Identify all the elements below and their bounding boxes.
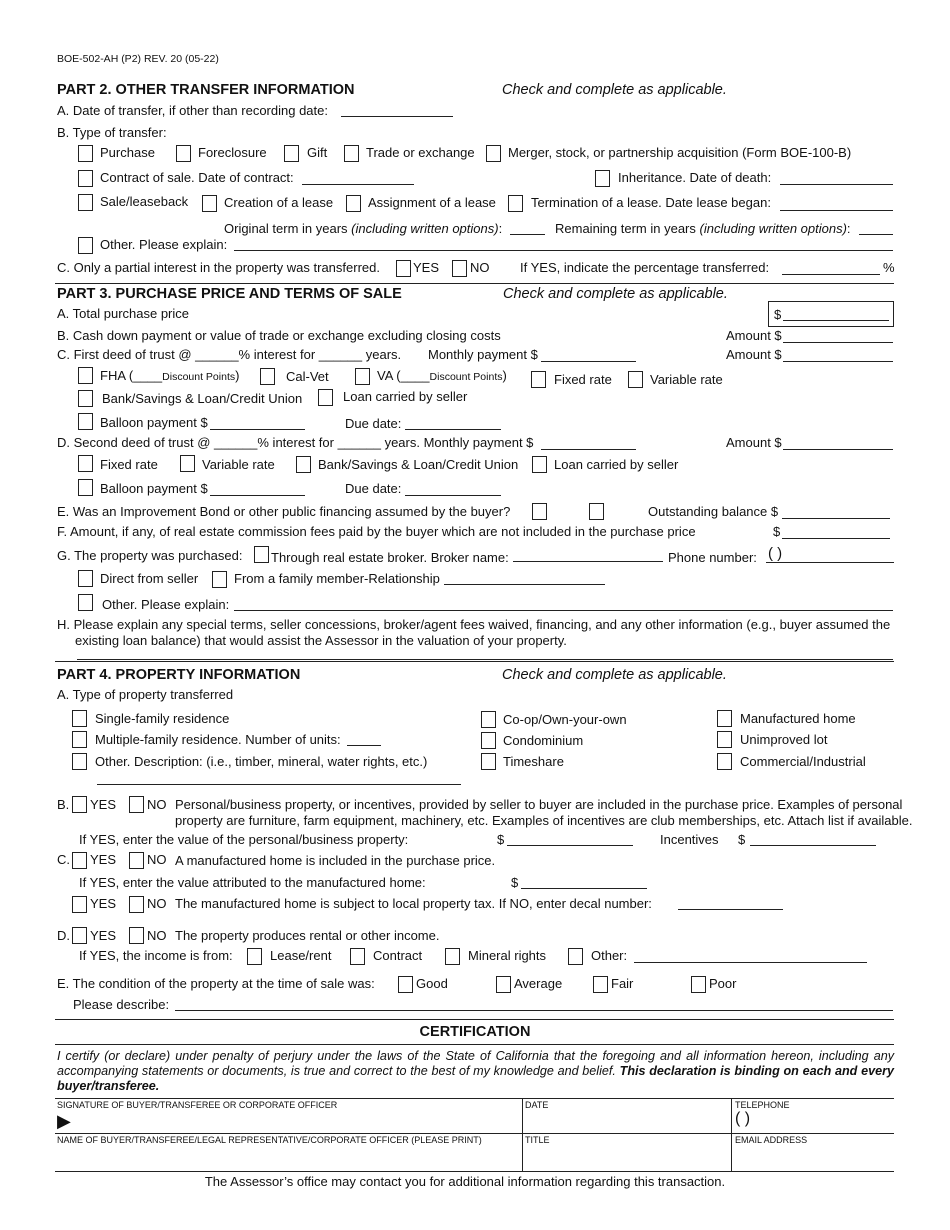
second-monthly-field[interactable] (541, 449, 636, 450)
single-family-label: Single-family residence (95, 711, 230, 726)
phone-field[interactable] (766, 562, 894, 563)
column-divider (522, 1098, 523, 1171)
certification-title: CERTIFICATION (419, 1024, 531, 1040)
partial-pct-label: If YES, indicate the percentage transferred: (520, 260, 770, 275)
telephone-field[interactable]: ( ) (735, 1110, 751, 1127)
first-balloon-field[interactable] (210, 429, 305, 430)
second-amount-field[interactable] (783, 449, 893, 450)
pct-sign: % (883, 260, 895, 275)
divider (55, 1019, 894, 1020)
name-label: NAME OF BUYER/TRANSFEREE/LEGAL REPRESENTATIVE/CORPORATE OFFICER (PLEASE PRINT) (57, 1135, 482, 1145)
personal-no-checkbox[interactable] (129, 796, 144, 813)
mineral-checkbox[interactable] (445, 948, 460, 965)
title-field[interactable] (525, 1148, 725, 1168)
average-label: Average (514, 976, 563, 991)
lease-began-field[interactable] (780, 210, 893, 211)
inheritance-label: Inheritance. Date of death: (618, 170, 772, 185)
contract-label: Contract of sale. Date of contract: (100, 170, 294, 185)
purchase-checkbox[interactable] (78, 145, 93, 162)
broker-checkbox[interactable] (254, 546, 269, 563)
divider (55, 283, 894, 284)
first-seller-label: Loan carried by seller (343, 389, 468, 404)
bond-no-checkbox[interactable] (589, 503, 604, 520)
coop-checkbox[interactable] (481, 711, 496, 728)
coop-label: Co-op/Own-your-own (503, 712, 627, 727)
part4-a-label: A. Type of property transferred (57, 687, 234, 702)
other-purchase-field[interactable] (234, 610, 893, 611)
second-variable-checkbox[interactable] (180, 455, 195, 472)
mh-included-text: A manufactured home is included in the purchase price. (175, 853, 496, 868)
first-seller-checkbox[interactable] (318, 389, 333, 406)
footer-note: The Assessor’s office may contact you for additional information regarding this transaction. (204, 1174, 726, 1189)
commission-field[interactable] (782, 538, 890, 539)
second-fixed-checkbox[interactable] (78, 455, 93, 472)
describe-label: Please describe: (73, 997, 170, 1012)
income-no-checkbox[interactable] (129, 927, 144, 944)
partial-pct-field[interactable] (782, 274, 880, 275)
name-field[interactable] (57, 1148, 517, 1168)
income-no-label: NO (147, 928, 167, 943)
foreclosure-checkbox[interactable] (176, 145, 191, 162)
part3-h-line1: H. Please explain any special terms, seller concessions, broker/agent fees waived, financing, and any other information (e.g., buyer assumed the (57, 617, 891, 632)
trade-label: Trade or exchange (366, 145, 475, 160)
part3-e-label: E. Was an Improvement Bond or other public financing assumed by the buyer? (57, 504, 511, 519)
single-family-checkbox[interactable] (72, 710, 87, 727)
total-price-field[interactable] (783, 320, 889, 321)
part2-b-label: B. Type of transfer: (57, 125, 167, 140)
part2-a-label: A. Date of transfer, if other than recording date: (57, 103, 328, 118)
second-balloon-field[interactable] (210, 495, 305, 496)
part2-title: PART 2. OTHER TRANSFER INFORMATION (57, 82, 355, 98)
total-price-dollar: $ (774, 307, 782, 322)
good-checkbox[interactable] (398, 976, 413, 993)
creation-lease-checkbox[interactable] (202, 195, 217, 212)
direct-seller-checkbox[interactable] (78, 570, 93, 587)
poor-checkbox[interactable] (691, 976, 706, 993)
direct-seller-label: Direct from seller (100, 571, 199, 586)
original-term-field[interactable] (510, 234, 545, 235)
mh-tax-yes-checkbox[interactable] (72, 896, 87, 913)
part3-c-label: C. First deed of trust @ ______% interest for ______ years. (57, 347, 402, 362)
part3-a-label: A. Total purchase price (57, 306, 189, 321)
income-yes-label: YES (90, 928, 117, 943)
gift-label: Gift (307, 145, 328, 160)
multi-family-checkbox[interactable] (72, 731, 87, 748)
decal-field[interactable] (678, 909, 783, 910)
other-purchase-checkbox[interactable] (78, 594, 93, 611)
first-fixed-checkbox[interactable] (531, 371, 546, 388)
other-property-label: Other. Description: (i.e., timber, mineral, water rights, etc.) (95, 754, 428, 769)
income-text: The property produces rental or other income. (175, 928, 440, 943)
va-label: VA (____Discount Points) (377, 368, 507, 383)
va-checkbox[interactable] (355, 368, 370, 385)
second-balloon-label: Balloon payment $ (100, 481, 208, 496)
partial-yes-checkbox[interactable] (396, 260, 411, 277)
other-transfer-field[interactable] (234, 250, 893, 251)
personal-text1: Personal/business property, or incentives, provided by seller to buyer are included in the purchase price. Examples of personal (175, 797, 903, 812)
part3-b-label: B. Cash down payment or value of trade or exchange excluding closing costs (57, 328, 501, 343)
date-label: DATE (525, 1100, 549, 1110)
timeshare-label: Timeshare (503, 754, 564, 769)
other-income-checkbox[interactable] (568, 948, 583, 965)
first-balloon-checkbox[interactable] (78, 413, 93, 430)
total-price-box[interactable] (768, 301, 894, 327)
part3-g-label: G. The property was purchased: (57, 548, 243, 563)
cash-amount-field[interactable] (783, 342, 893, 343)
second-fixed-label: Fixed rate (100, 457, 158, 472)
first-bank-label: Bank/Savings & Loan/Credit Union (102, 391, 303, 406)
remaining-term-field[interactable] (859, 234, 893, 235)
first-amount-field[interactable] (783, 361, 893, 362)
manufactured-checkbox[interactable] (717, 710, 732, 727)
trade-checkbox[interactable] (344, 145, 359, 162)
part2-instruction: Check and complete as applicable. (502, 82, 727, 98)
signature-arrow-icon: ▶ (57, 1111, 71, 1131)
partial-yes-label: YES (413, 260, 440, 275)
contract-date-field[interactable] (302, 184, 414, 185)
foreclosure-label: Foreclosure (198, 145, 267, 160)
personal-value-label: If YES, enter the value of the personal/business property: (79, 832, 409, 847)
family-label: From a family member-Relationship (234, 571, 440, 586)
first-monthly-field[interactable] (541, 361, 636, 362)
merger-checkbox[interactable] (486, 145, 501, 162)
mh-included-yes-checkbox[interactable] (72, 852, 87, 869)
mh-tax-no-checkbox[interactable] (129, 896, 144, 913)
part4-title: PART 4. PROPERTY INFORMATION (57, 667, 301, 683)
second-bank-label: Bank/Savings & Loan/Credit Union (318, 457, 519, 472)
condo-checkbox[interactable] (481, 732, 496, 749)
fha-label: FHA (____Discount Points) (100, 368, 240, 383)
fha-checkbox[interactable] (78, 367, 93, 384)
good-label: Good (416, 976, 448, 991)
relationship-field[interactable] (444, 584, 605, 585)
second-bank-checkbox[interactable] (296, 456, 311, 473)
mh-included-no-label: NO (147, 852, 167, 867)
other-income-field[interactable] (634, 962, 867, 963)
signature-field[interactable] (80, 1112, 518, 1130)
part3-d-label: D. Second deed of trust @ ______% interest for ______ years. Monthly payment $ (57, 435, 534, 450)
transfer-date-field[interactable] (341, 116, 453, 117)
describe-field[interactable] (175, 1010, 893, 1011)
part4-b-letter: B. (57, 797, 70, 812)
calvet-label: Cal-Vet (286, 369, 329, 384)
outstanding-field[interactable] (782, 518, 890, 519)
part3-instruction: Check and complete as applicable. (503, 286, 728, 302)
part4-d-letter: D. (57, 928, 70, 943)
mh-value-label: If YES, enter the value attributed to the manufactured home: (79, 875, 426, 890)
form-id: BOE-502-AH (P2) REV. 20 (05-22) (57, 53, 219, 65)
date-field[interactable] (525, 1112, 725, 1130)
divider (55, 1171, 894, 1172)
personal-dollar: $ (497, 832, 505, 847)
email-field[interactable] (735, 1148, 893, 1168)
contract-checkbox[interactable] (78, 170, 93, 187)
certification-text: I certify (or declare) under penalty of perjury under the laws of the State of California that the foregoing and all information hereon, including any accompanying statements or documents, is true and correct to the best of my knowledge and belief. This declaration is binding on each and every buyer/transferee. (57, 1049, 894, 1093)
first-due-label: Due date: (345, 416, 402, 431)
termination-lease-label: Termination of a lease. Date lease began: (531, 195, 771, 210)
broker-label: Through real estate broker. Broker name: (271, 550, 509, 565)
part2-c-label: C. Only a partial interest in the property was transferred. (57, 260, 380, 275)
first-bank-checkbox[interactable] (78, 390, 93, 407)
personal-yes-label: YES (90, 797, 117, 812)
second-variable-label: Variable rate (202, 457, 275, 472)
mh-tax-no-label: NO (147, 896, 167, 911)
second-amount-label: Amount $ (726, 435, 782, 450)
remaining-term-label: Remaining term in years (including written options): (555, 221, 851, 236)
mh-included-no-checkbox[interactable] (129, 852, 144, 869)
divider (55, 1133, 894, 1134)
broker-name-field[interactable] (513, 561, 663, 562)
second-balloon-checkbox[interactable] (78, 479, 93, 496)
family-checkbox[interactable] (212, 571, 227, 588)
unimproved-label: Unimproved lot (740, 732, 828, 747)
termination-lease-checkbox[interactable] (508, 195, 523, 212)
mh-tax-text: The manufactured home is subject to local property tax. If NO, enter decal number: (175, 896, 652, 911)
saleleaseback-checkbox[interactable] (78, 194, 93, 211)
mh-included-yes-label: YES (90, 852, 117, 867)
part3-f-label: F. Amount, if any, of real estate commission fees paid by the buyer which are not included in the purchase price (57, 524, 696, 539)
income-from-label: If YES, the income is from: (79, 948, 233, 963)
incentives-field[interactable] (750, 845, 876, 846)
gift-checkbox[interactable] (284, 145, 299, 162)
first-variable-label: Variable rate (650, 372, 723, 387)
fair-checkbox[interactable] (593, 976, 608, 993)
part4-e-label: E. The condition of the property at the time of sale was: (57, 976, 375, 991)
commercial-checkbox[interactable] (717, 753, 732, 770)
telephone-label: TELEPHONE (735, 1100, 790, 1110)
part3-title: PART 3. PURCHASE PRICE AND TERMS OF SALE (57, 286, 402, 302)
contract-income-checkbox[interactable] (350, 948, 365, 965)
condo-label: Condominium (503, 733, 584, 748)
second-seller-checkbox[interactable] (532, 456, 547, 473)
first-balloon-label: Balloon payment $ (100, 415, 208, 430)
income-yes-checkbox[interactable] (72, 927, 87, 944)
contract-income-label: Contract (373, 948, 423, 963)
mh-dollar: $ (511, 875, 519, 890)
fair-label: Fair (611, 976, 634, 991)
other-purchase-label: Other. Please explain: (102, 597, 230, 612)
column-divider (731, 1098, 732, 1171)
part3-h-line2: existing loan balance) that would assist the Assessor in the valuation of your property. (75, 633, 567, 648)
other-income-label: Other: (591, 948, 628, 963)
personal-text2: property are furniture, farm equipment, machinery, etc. Examples of incentives are club memberships, etc. Attach list if available. (175, 813, 913, 828)
part4-instruction: Check and complete as applicable. (502, 667, 727, 683)
other-transfer-checkbox[interactable] (78, 237, 93, 254)
assignment-lease-checkbox[interactable] (346, 195, 361, 212)
first-variable-checkbox[interactable] (628, 371, 643, 388)
second-due-field[interactable] (405, 495, 501, 496)
first-amount-label: Amount $ (726, 347, 782, 362)
multi-family-label: Multiple-family residence. Number of units: (95, 732, 341, 747)
personal-value-field[interactable] (507, 845, 633, 846)
bond-yes-checkbox[interactable] (532, 503, 547, 520)
other-transfer-label: Other. Please explain: (100, 237, 228, 252)
lease-rent-checkbox[interactable] (247, 948, 262, 965)
units-field[interactable] (347, 745, 381, 746)
calvet-checkbox[interactable] (260, 368, 275, 385)
other-property-checkbox[interactable] (72, 753, 87, 770)
mh-value-field[interactable] (521, 888, 647, 889)
title-label: TITLE (525, 1135, 550, 1145)
poor-label: Poor (709, 976, 737, 991)
incentives-label: Incentives (660, 832, 719, 847)
phone-paren: ( ) (768, 545, 783, 562)
personal-yes-checkbox[interactable] (72, 796, 87, 813)
assignment-lease-label: Assignment of a lease (368, 195, 496, 210)
other-property-field[interactable] (97, 784, 461, 785)
phone-label: Phone number: (668, 550, 757, 565)
first-due-field[interactable] (405, 429, 501, 430)
average-checkbox[interactable] (496, 976, 511, 993)
manufactured-label: Manufactured home (740, 711, 856, 726)
cash-amount-label: Amount $ (726, 328, 782, 343)
commission-dollar: $ (773, 524, 781, 539)
first-fixed-label: Fixed rate (554, 372, 612, 387)
second-seller-label: Loan carried by seller (554, 457, 679, 472)
partial-no-checkbox[interactable] (452, 260, 467, 277)
lease-rent-label: Lease/rent (270, 948, 332, 963)
first-monthly-label: Monthly payment $ (428, 347, 538, 362)
mh-tax-yes-label: YES (90, 896, 117, 911)
partial-no-label: NO (470, 260, 490, 275)
outstanding-label: Outstanding balance $ (648, 504, 779, 519)
original-term-label: Original term in years (including written options): (224, 221, 503, 236)
death-date-field[interactable] (780, 184, 893, 185)
inheritance-checkbox[interactable] (595, 170, 610, 187)
part4-c-letter: C. (57, 852, 70, 867)
personal-no-label: NO (147, 797, 167, 812)
second-due-label: Due date: (345, 481, 402, 496)
timeshare-checkbox[interactable] (481, 753, 496, 770)
creation-lease-label: Creation of a lease (224, 195, 334, 210)
signature-label: SIGNATURE OF BUYER/TRANSFEREE OR CORPORATE OFFICER (57, 1100, 338, 1110)
commercial-label: Commercial/Industrial (740, 754, 866, 769)
special-terms-field[interactable] (77, 659, 893, 660)
purchase-label: Purchase (100, 145, 155, 160)
divider (55, 1044, 894, 1045)
saleleaseback-label: Sale/leaseback (100, 194, 189, 209)
mineral-label: Mineral rights (468, 948, 547, 963)
merger-label: Merger, stock, or partnership acquisition (Form BOE-100-B) (508, 145, 852, 160)
incentives-dollar: $ (738, 832, 746, 847)
unimproved-checkbox[interactable] (717, 731, 732, 748)
email-label: EMAIL ADDRESS (735, 1135, 808, 1145)
divider (55, 661, 894, 662)
divider (55, 1098, 894, 1099)
